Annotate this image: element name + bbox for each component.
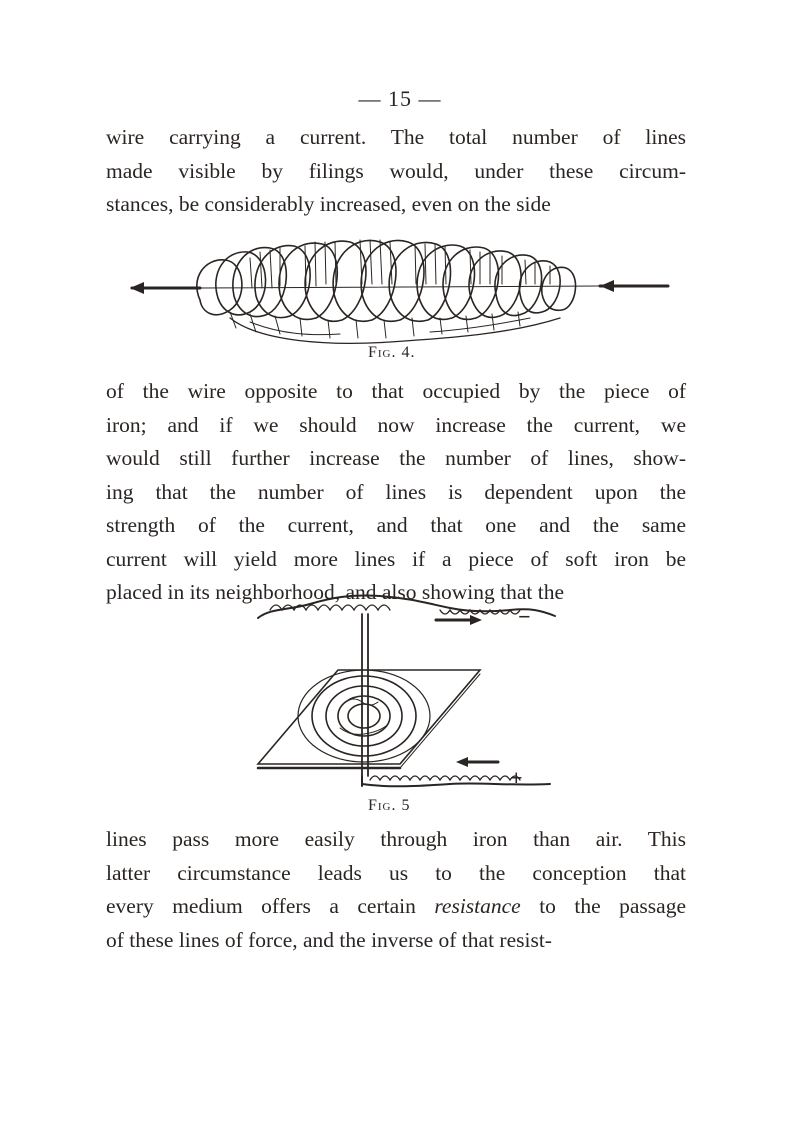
- text-line: current will yield more lines if a piece of soft iron be: [106, 546, 686, 571]
- figure-5-caption: Fig. 5: [368, 797, 411, 814]
- figure-4-illustration: [130, 238, 670, 348]
- figure-5-illustration: [250, 588, 560, 788]
- figure-4-caption: Fig. 4.: [368, 344, 416, 361]
- text-line: [106, 890, 686, 924]
- paragraph-1: [106, 121, 686, 222]
- paragraph-2: [106, 375, 686, 610]
- text-line: made visible by filings would, under these circum-: [106, 158, 686, 183]
- text-line: placed in its neighborhood, and also showing that the: [106, 580, 564, 604]
- page-number: — 15 —: [358, 86, 442, 111]
- text-line: wire carrying a current. The total number of lines: [106, 125, 686, 149]
- text-line: stances, be considerably increased, even on the side: [106, 192, 551, 216]
- emphasized-term: resistance: [434, 894, 521, 918]
- minus-label: −: [518, 604, 531, 629]
- text-line: ing that the number of lines is dependent upon the: [106, 479, 686, 504]
- text-line: would still further increase the number of lines, show-: [106, 446, 686, 470]
- plus-label: +: [510, 765, 523, 790]
- text-line: of the wire opposite to that occupied by the piece of: [106, 379, 686, 403]
- text-line: iron; and if we should now increase the current, we: [106, 412, 686, 437]
- text-line: lines pass more easily through iron than air. This: [106, 827, 686, 851]
- text-fragment: every medium offers a certain: [106, 894, 435, 918]
- text-line: of these lines of force, and the inverse of that resist-: [106, 927, 552, 952]
- text-line: latter circumstance leads us to the conception that: [106, 860, 686, 885]
- text-fragment: to the passage: [520, 894, 686, 918]
- text-line: strength of the current, and that one and the same: [106, 513, 686, 537]
- paragraph-3: [106, 823, 686, 957]
